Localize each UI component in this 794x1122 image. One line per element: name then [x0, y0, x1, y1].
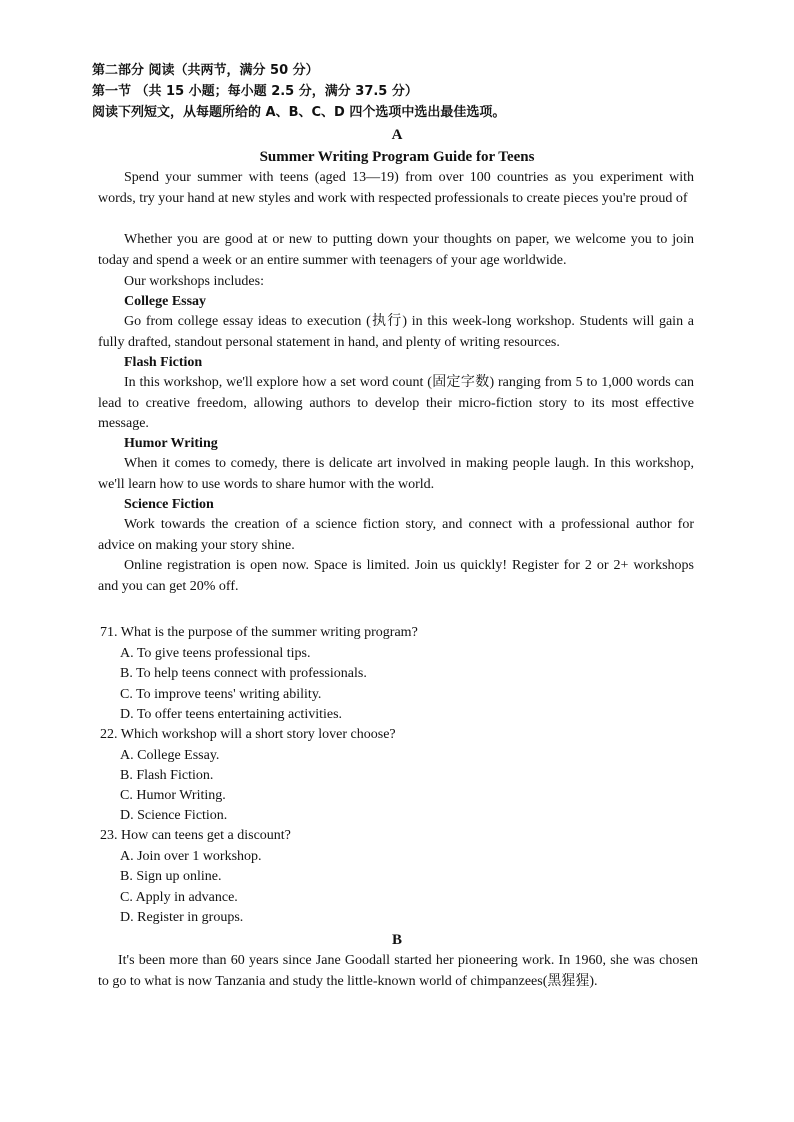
option-a: A. Join over 1 workshop. — [120, 849, 262, 864]
workshop-description-science-fiction: Work towards the creation of a science fiction story, and connect with a professional author for advice on making your story shine. — [98, 517, 694, 553]
instructions: 阅读下列短文，从每题所给的 A、B、C、D 四个选项中选出最佳选项。 — [92, 105, 506, 120]
option-c: C. Apply in advance. — [120, 890, 238, 905]
workshop-name-humor-writing: Humor Writing — [124, 436, 218, 451]
question-stem: Which workshop will a short story lover choose? — [120, 727, 396, 742]
passage-b-label: B — [391, 932, 402, 948]
option-d: D. To offer teens entertaining activities. — [120, 707, 343, 722]
intro-paragraph-1: Spend your summer with teens (aged 13—19) from over 100 countries as you experiment with words, try your hand at new styles and work with respected professionals to create pieces you're proud of — [98, 170, 694, 206]
part-title: 第二部分 阅读（共两节，满分 50 分） — [92, 63, 319, 78]
option-d: D. Science Fiction. — [120, 808, 228, 823]
question-number: 71. — [100, 625, 118, 640]
option-c: C. Humor Writing. — [120, 788, 226, 803]
passage-b-paragraph-1: It's been more than 60 years since Jane Goodall started her pioneering work. In 1960, she was chosen to go to what is now Tanzania and study the little-known world of chimpanzees(黑猩猩). — [98, 953, 698, 989]
section-title: 第一节 （共 15 小题；每小题 2.5 分，满分 37.5 分） — [92, 84, 418, 99]
option-b: B. Flash Fiction. — [120, 768, 214, 783]
option-a: A. College Essay. — [120, 748, 220, 763]
workshops-intro: Our workshops includes: — [124, 274, 264, 289]
workshop-name-science-fiction: Science Fiction — [124, 497, 214, 512]
workshop-description-college-essay: Go from college essay ideas to execution (执行) in this week-long workshop. Students will gain a fully drafted, standout personal statement in hand, and plenty of writing resources. — [98, 314, 694, 350]
option-b: B. Sign up online. — [120, 869, 222, 884]
option-b: B. To help teens connect with professionals. — [120, 666, 367, 681]
workshop-description-flash-fiction: In this workshop, we'll explore how a set word count (固定字数) ranging from 5 to 1,000 words can lead to creative freedom, allowing authors to develop their micro-fiction story to its most effective message. — [98, 375, 694, 431]
workshop-name-college-essay: College Essay — [124, 294, 207, 309]
question-stem: What is the purpose of the summer writing program? — [120, 625, 418, 640]
question-number: 22. — [100, 727, 118, 742]
question-23 — [100, 827, 291, 845]
workshop-description-humor-writing: When it comes to comedy, there is delicate art involved in making people laugh. In this workshop, we'll learn how to use words to share humor with the world. — [98, 456, 694, 492]
question-stem: How can teens get a discount? — [121, 828, 291, 843]
question-number: 23. — [100, 828, 118, 843]
option-d: D. Register in groups. — [120, 910, 244, 925]
passage-a-label: A — [391, 127, 403, 143]
question-22 — [100, 726, 396, 744]
option-a: A. To give teens professional tips. — [120, 646, 311, 661]
option-c: C. To improve teens' writing ability. — [120, 687, 322, 702]
question-71 — [100, 624, 418, 642]
passage-a-title: Summer Writing Program Guide for Teens — [259, 149, 535, 165]
intro-paragraph-2: Whether you are good at or new to putting down your thoughts on paper, we welcome you to join today and spend a week or an entire summer with teenagers of your age worldwide. — [98, 232, 694, 268]
registration-paragraph: Online registration is open now. Space is limited. Join us quickly! Register for 2 or 2+ workshops and you can get 20% off. — [98, 558, 694, 594]
workshop-name-flash-fiction: Flash Fiction — [124, 355, 203, 370]
